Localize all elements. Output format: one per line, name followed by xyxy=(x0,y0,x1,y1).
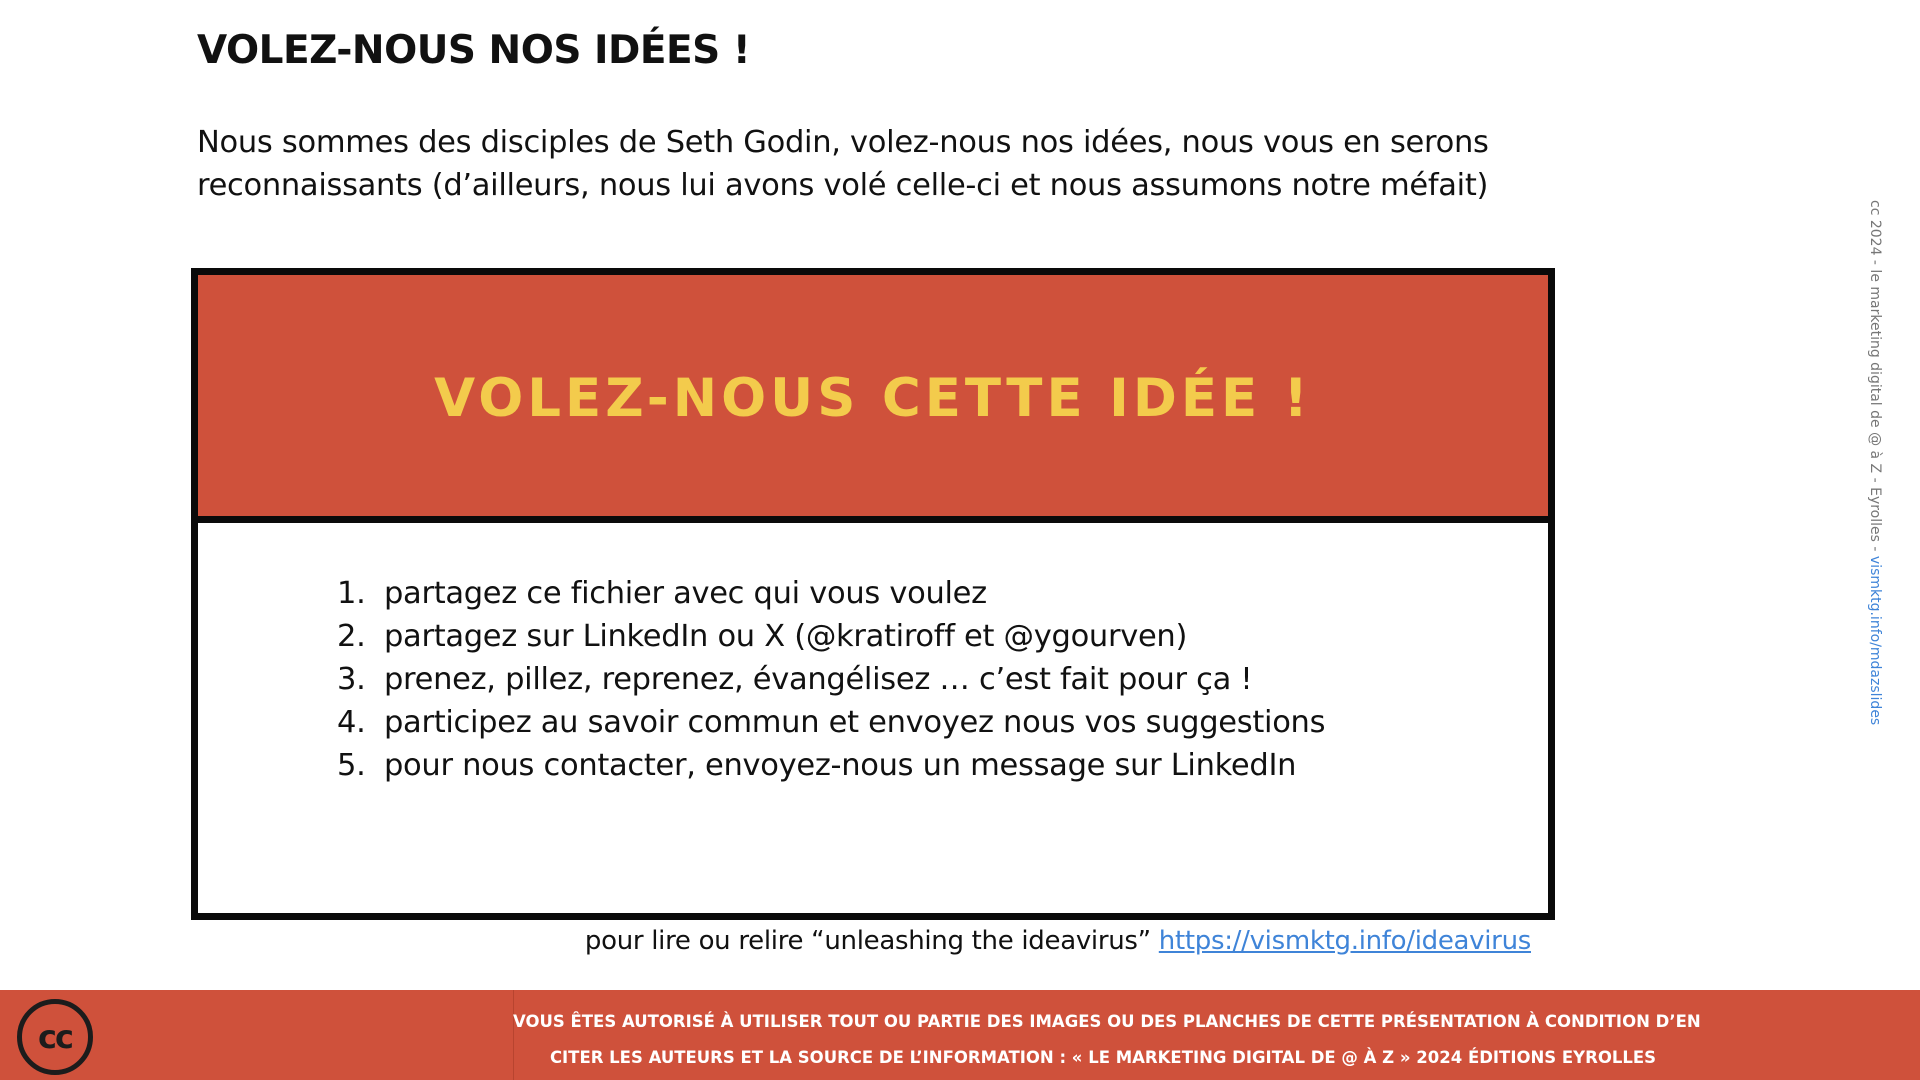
step-text: partagez ce fichier avec qui vous voulez xyxy=(384,576,987,611)
intro-line: reconnaissants (d’ailleurs, nous lui avons volé celle-ci et nous assumons notre méfait) xyxy=(197,168,1489,203)
idea-banner-title: VOLEZ-NOUS CETTE IDÉE ! xyxy=(434,368,1312,429)
step-text: partagez sur LinkedIn ou X (@kratiroff et @ygourven) xyxy=(384,619,1188,654)
step-number: 3. xyxy=(337,662,366,697)
license-notice xyxy=(513,1004,1701,1076)
license-notice-line: VOUS ÊTES AUTORISÉ À UTILISER TOUT OU PARTIE DES IMAGES OU DES PLANCHES DE CETTE PRÉSENTATION À CONDITION D’EN xyxy=(513,1012,1701,1031)
ideavirus-text: pour lire ou relire “unleashing the ideavirus” xyxy=(584,926,1159,956)
intro-paragraph xyxy=(197,121,1597,207)
idea-frame xyxy=(191,268,1555,920)
step-number: 1. xyxy=(337,576,366,611)
step-number: 4. xyxy=(337,705,366,740)
intro-line: Nous sommes des disciples de Seth Godin, volez-nous nos idées, nous vous en serons xyxy=(197,125,1489,160)
step-text: participez au savoir commun et envoyez nous vos suggestions xyxy=(384,705,1326,740)
step-number: 2. xyxy=(337,619,366,654)
side-credit-text: cc 2024 - le marketing digital de @ à Z - Eyrolles - xyxy=(1867,200,1883,556)
side-credit-link[interactable]: vismktg.info/mdazslides xyxy=(1867,555,1883,726)
list-item xyxy=(337,658,1325,701)
list-item xyxy=(337,572,1325,615)
list-item xyxy=(337,615,1325,658)
step-text: pour nous contacter, envoyez-nous un message sur LinkedIn xyxy=(384,748,1297,783)
footer-banner xyxy=(0,990,1920,1080)
side-credit xyxy=(1864,200,1886,726)
step-text: prenez, pillez, reprenez, évangélisez … c’est fait pour ça ! xyxy=(384,662,1253,697)
ideavirus-reference xyxy=(585,926,1531,956)
step-number: 5. xyxy=(337,748,366,783)
license-notice-line: CITER LES AUTEURS ET LA SOURCE DE L’INFORMATION : « LE MARKETING DIGITAL DE @ À Z » 2024 ÉDITIONS EYROLLES xyxy=(549,1048,1657,1067)
creative-commons-icon: cc xyxy=(17,999,93,1075)
list-item xyxy=(337,744,1325,787)
ideavirus-link[interactable]: https://vismktg.info/ideavirus xyxy=(1158,926,1531,956)
page-title: VOLEZ-NOUS NOS IDÉES ! xyxy=(197,28,751,73)
list-item xyxy=(337,701,1325,744)
idea-banner xyxy=(198,275,1548,523)
steps-list xyxy=(337,572,1325,787)
